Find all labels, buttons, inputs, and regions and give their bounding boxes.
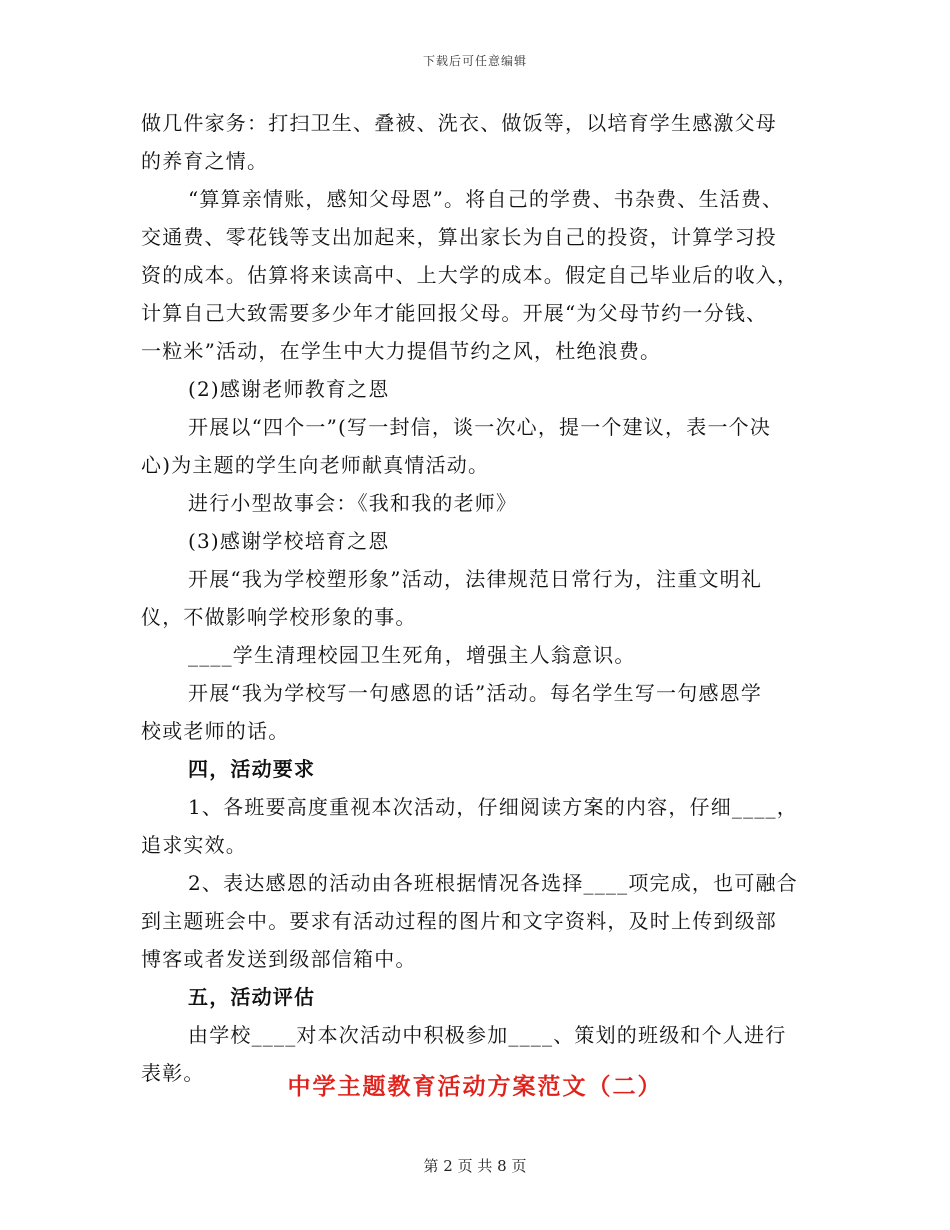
document-body	[141, 104, 821, 1092]
body-line-26: 表彰。	[141, 1061, 205, 1085]
body-line-5: 资的成本。估算将来读高中、上大学的成本。假定自己毕业后的收入，	[141, 263, 799, 287]
section-heading-evaluation: 五，活动评估	[188, 985, 316, 1009]
body-line-3: “算算亲情账，感知父母恩”。将自己的学费、书杂费、生活费、	[188, 187, 784, 211]
body-line-23: 博客或者发送到级部信箱中。	[141, 947, 417, 971]
subheading-school: (3)感谢学校培育之恩	[188, 529, 390, 553]
body-line-11: 进行小型故事会：《我和我的老师》	[188, 491, 518, 515]
body-line-10: 心)为主题的学生向老师献真情活动。	[141, 453, 490, 477]
page-header-note: 下载后可任意编辑	[422, 54, 527, 68]
body-line-13: 开展“我为学校塑形象”活动，法律规范日常行为，注重文明礼	[188, 567, 763, 591]
body-line-1: 做几件家务：打扫卫生、叠被、洗衣、做饭等，以培育学生感激父母	[141, 111, 777, 135]
body-line-22: 到主题班会中。要求有活动过程的图片和文字资料，及时上传到级部	[141, 909, 777, 933]
body-line-7: 一粒米”活动，在学生中大力提倡节约之风，杜绝浪费。	[141, 339, 662, 363]
section-heading-requirements: 四，活动要求	[188, 757, 316, 781]
body-line-16: 开展“我为学校写一句感恩的话”活动。每名学生写一句感恩学	[188, 681, 763, 705]
body-line-6: 计算自己大致需要多少年才能回报父母。开展“为父母节约一分钱、	[141, 301, 768, 325]
body-line-25: 由学校____对本次活动中积极参加____、策划的班级和个人进行	[188, 1023, 787, 1047]
section-title: 中学主题教育活动方案范文（二）	[287, 1073, 663, 1100]
body-line-15: ____学生清理校园卫生死角，增强主人翁意识。	[188, 643, 636, 667]
page-footer-page-number: 第 2 页 共 8 页	[423, 1157, 527, 1175]
body-line-21: 2、表达感恩的活动由各班根据情况各选择____项完成，也可融合	[188, 871, 798, 895]
body-line-14: 仪，不做影响学校形象的事。	[141, 605, 417, 629]
body-line-19: 1、各班要高度重视本次活动，仔细阅读方案的内容，仔细____，	[188, 795, 798, 819]
body-line-17: 校或老师的话。	[141, 719, 290, 743]
body-line-2: 的养育之情。	[141, 149, 269, 173]
subheading-teacher: (2)感谢老师教育之恩	[188, 377, 390, 401]
body-line-4: 交通费、零花钱等支出加起来，算出家长为自己的投资，计算学习投	[141, 225, 777, 249]
body-line-9: 开展以“四个一”(写一封信，谈一次心，提一个建议，表一个决	[188, 415, 772, 439]
body-line-20: 追求实效。	[141, 833, 247, 857]
